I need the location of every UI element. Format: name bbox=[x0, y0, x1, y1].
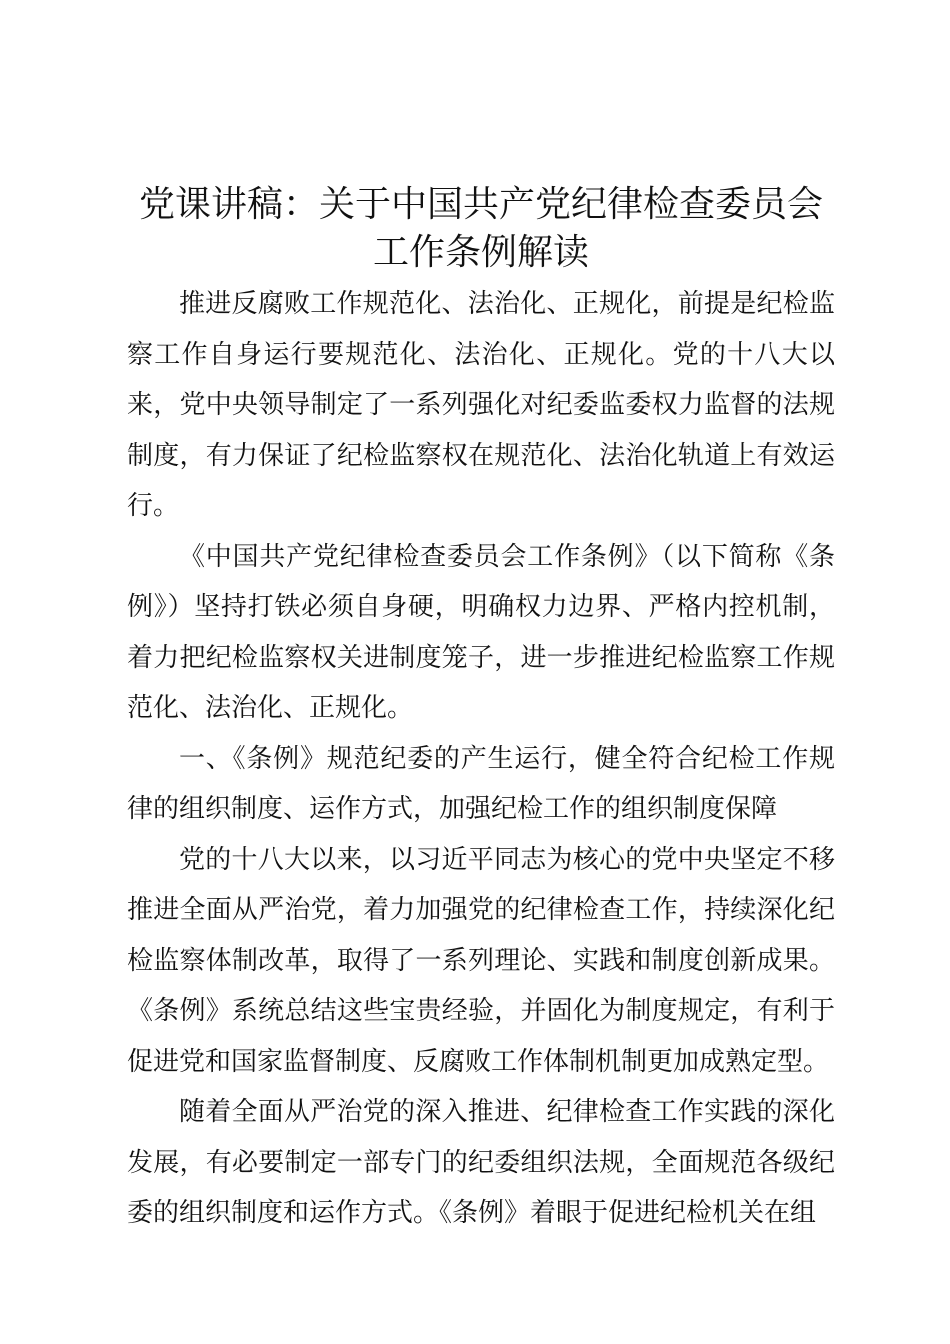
paragraph-intro: 推进反腐败工作规范化、法治化、正规化，前提是纪检监察工作自身运行要规范化、法治化、正规化。党的十八大以来，党中央领导制定了一系列强化对纪委监委权力监督的法规制度，有力保证了纪检监察权在规范化、法治化轨道上有效运行。 bbox=[127, 289, 835, 521]
paragraph-necessity: 随着全面从严治党的深入推进、纪律检查工作实践的深化发展，有必要制定一部专门的纪委组织法规，全面规范各级纪委的组织制度和运作方式。《条例》着眼于促进纪检机关在组 bbox=[127, 1097, 835, 1228]
section-heading-1: 一、《条例》规范纪委的产生运行，健全符合纪检工作规律的组织制度、运作方式，加强纪检工作的组织制度保障 bbox=[127, 743, 835, 824]
paragraph-background: 党的十八大以来，以习近平同志为核心的党中央坚定不移推进全面从严治党，着力加强党的纪律检查工作，持续深化纪检监察体制改革，取得了一系列理论、实践和制度创新成果。《条例》系统总结这些宝贵经验，并固化为制度规定，有利于促进党和国家监督制度、反腐败工作体制机制更加成熟定型。 bbox=[127, 844, 835, 1077]
document-title: 党课讲稿：关于中国共产党纪律检查委员会工作条例解读 bbox=[138, 184, 823, 273]
paragraph-regulation-summary: 《中国共产党纪律检查委员会工作条例》（以下简称《条例》）坚持打铁必须自身硬，明确权力边界、严格内控机制，着力把纪检监察权关进制度笼子，进一步推进纪检监察工作规范化、法治化、正规化。 bbox=[127, 541, 835, 723]
document-body bbox=[127, 181, 835, 1239]
